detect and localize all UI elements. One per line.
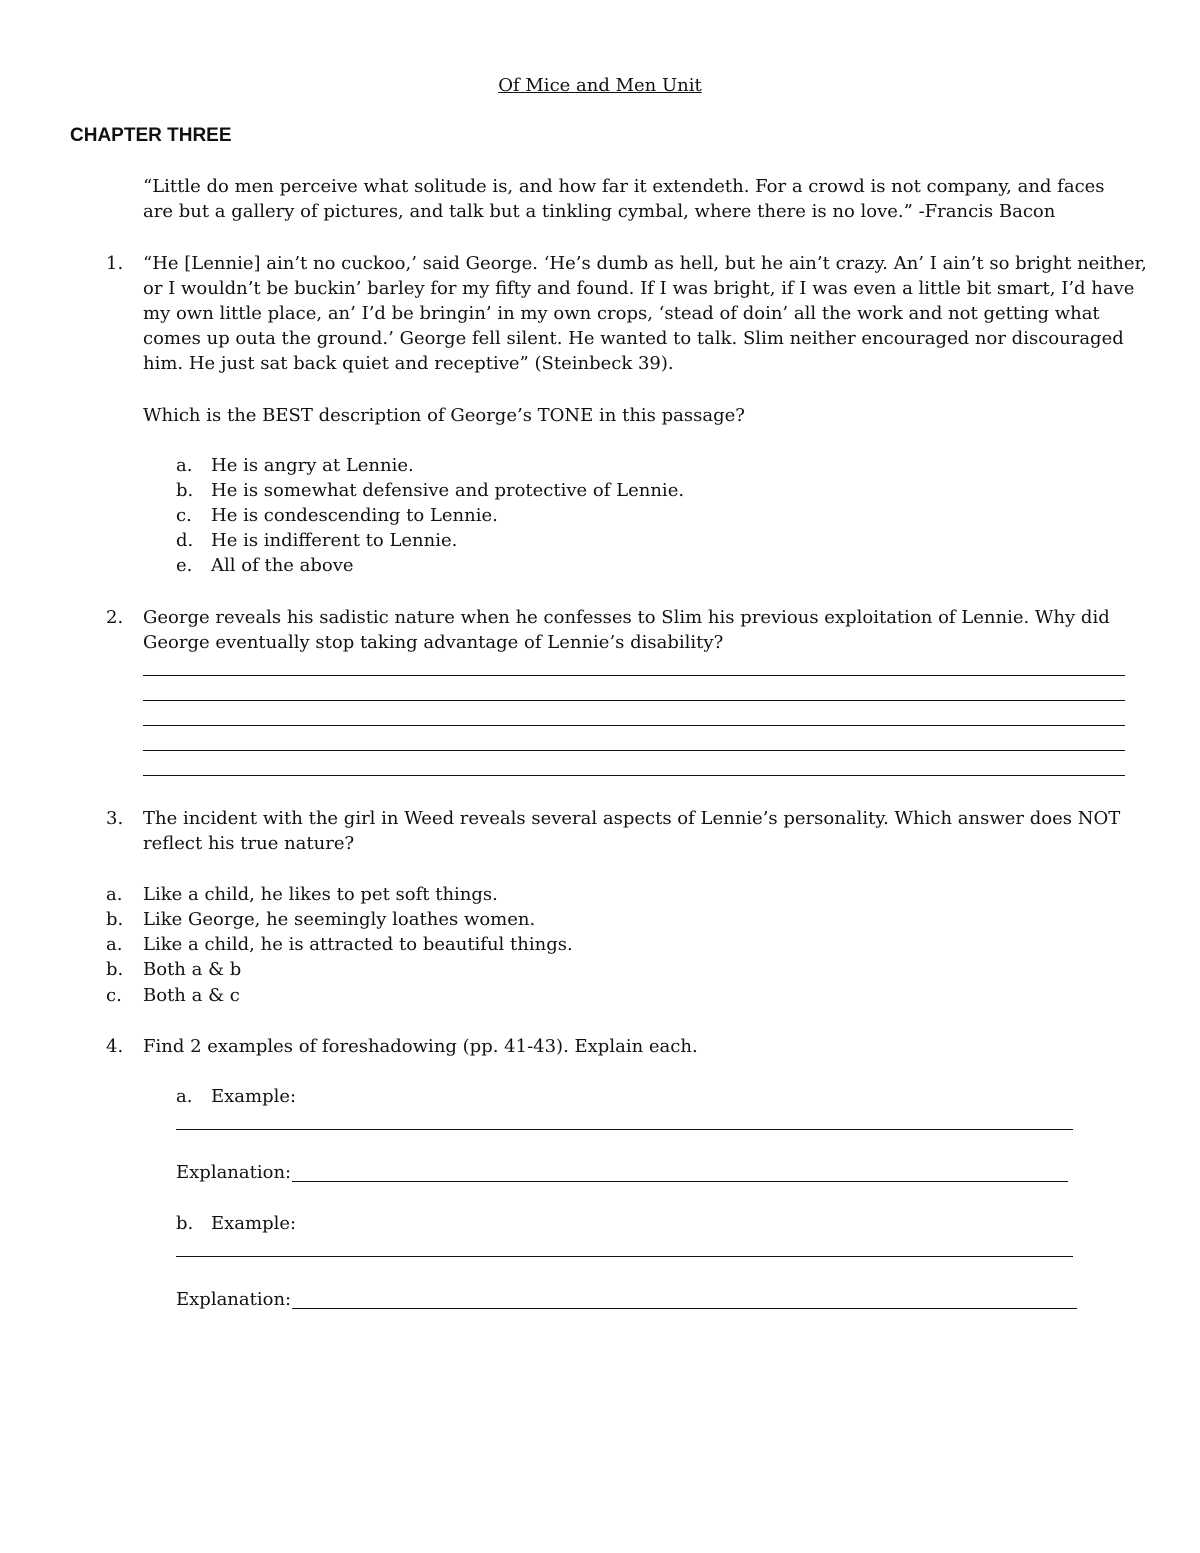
question-text: The incident with the girl in Weed reveals several aspects of Lennie’s personality. Which answer does NOT	[143, 808, 1121, 829]
passage-line: my own little place, an’ I’d be bringin’ in my own crops, ‘stead of doin’ all the work and not getting what	[143, 303, 1100, 324]
explanation-label: Explanation:	[176, 1289, 292, 1310]
option-text: All of the above	[211, 555, 354, 576]
question-number: 2.	[106, 607, 124, 628]
part-letter: a.	[176, 1086, 193, 1107]
option-letter: b.	[176, 480, 194, 501]
option-text: Both a & b	[143, 959, 242, 980]
option-text: He is angry at Lennie.	[211, 455, 414, 476]
option-letter: a.	[106, 884, 123, 905]
option-letter: b.	[106, 959, 124, 980]
option-letter: e.	[176, 555, 193, 576]
explanation-answer-line[interactable]	[292, 1181, 1068, 1182]
passage-line: or I wouldn’t be buckin’ barley for my fifty and found. If I was bright, if I was even a little bit smart, I’d have	[143, 278, 1135, 299]
chapter-heading: CHAPTER THREE	[70, 125, 232, 146]
example-label: Example:	[211, 1213, 297, 1234]
question-text: Find 2 examples of foreshadowing (pp. 41-43). Explain each.	[143, 1036, 698, 1057]
epigraph-line: “Little do men perceive what solitude is, and how far it extendeth. For a crowd is not company, and faces	[143, 176, 1105, 197]
question-number: 3.	[106, 808, 124, 829]
option-letter: a.	[176, 455, 193, 476]
option-text: He is condescending to Lennie.	[211, 505, 498, 526]
page-title: Of Mice and Men Unit	[498, 75, 702, 96]
question-text: Which is the BEST description of George’s TONE in this passage?	[143, 405, 745, 426]
epigraph-line: are but a gallery of pictures, and talk but a tinkling cymbal, where there is no love.” -Francis Bacon	[143, 201, 1056, 222]
option-text: Like a child, he likes to pet soft things.	[143, 884, 498, 905]
question-text: George reveals his sadistic nature when he confesses to Slim his previous exploitation of Lennie. Why did	[143, 607, 1110, 628]
example-answer-line[interactable]	[176, 1129, 1073, 1130]
answer-line[interactable]	[143, 675, 1125, 676]
passage-line: comes up outa the ground.’ George fell silent. He wanted to talk. Slim neither encouraged nor discouraged	[143, 328, 1124, 349]
question-number: 4.	[106, 1036, 124, 1057]
option-text: He is somewhat defensive and protective of Lennie.	[211, 480, 685, 501]
question-text: George eventually stop taking advantage of Lennie’s disability?	[143, 632, 724, 653]
option-letter: c.	[176, 505, 192, 526]
question-text: reflect his true nature?	[143, 833, 355, 854]
option-text: Like George, he seemingly loathes women.	[143, 909, 536, 930]
question-number: 1.	[106, 253, 124, 274]
answer-line[interactable]	[143, 700, 1125, 701]
option-letter: b.	[106, 909, 124, 930]
part-letter: b.	[176, 1213, 194, 1234]
answer-line[interactable]	[143, 775, 1125, 776]
option-letter: c.	[106, 985, 122, 1006]
option-text: Like a child, he is attracted to beautiful things.	[143, 934, 573, 955]
example-answer-line[interactable]	[176, 1256, 1073, 1257]
passage-line: him. He just sat back quiet and receptive” (Steinbeck 39).	[143, 353, 674, 374]
option-text: He is indifferent to Lennie.	[211, 530, 458, 551]
explanation-answer-line[interactable]	[292, 1308, 1077, 1309]
example-label: Example:	[211, 1086, 297, 1107]
option-letter: d.	[176, 530, 194, 551]
option-letter: a.	[106, 934, 123, 955]
passage-line: “He [Lennie] ain’t no cuckoo,’ said George. ‘He’s dumb as hell, but he ain’t crazy. An’ I ain’t so bright neither,	[143, 253, 1147, 274]
answer-line[interactable]	[143, 725, 1125, 726]
option-text: Both a & c	[143, 985, 240, 1006]
answer-line[interactable]	[143, 750, 1125, 751]
explanation-label: Explanation:	[176, 1162, 292, 1183]
